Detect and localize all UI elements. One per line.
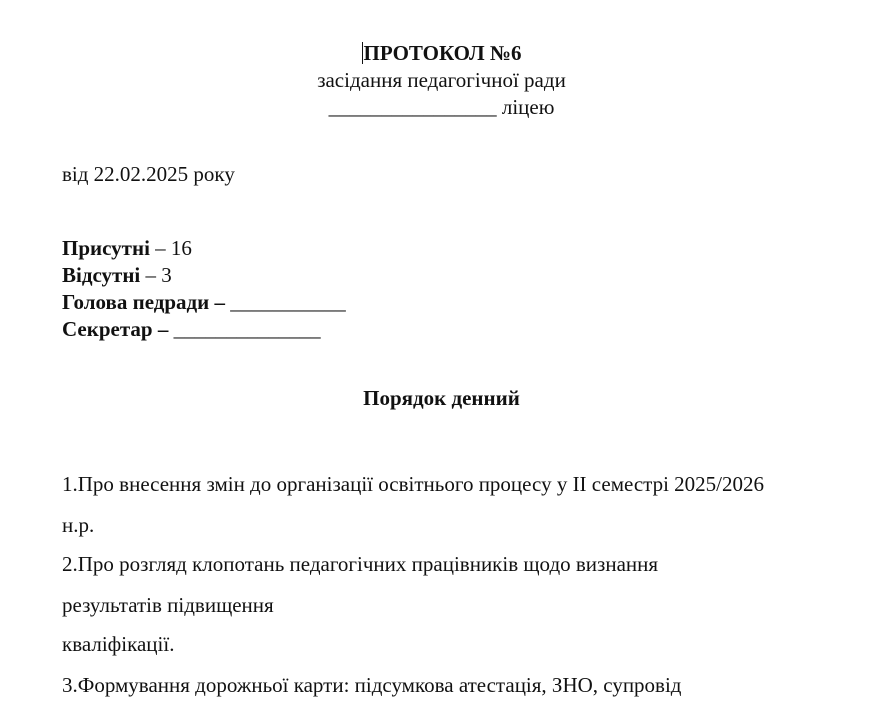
secretary-label: Секретар – xyxy=(62,317,169,341)
present-label: Присутні xyxy=(62,236,150,260)
protocol-title: ПРОТОКОЛ №6 xyxy=(363,41,522,65)
school-name-line: ________________ ліцею xyxy=(328,95,555,119)
agenda-line: кваліфікації. xyxy=(62,632,175,656)
absent-value: – 3 xyxy=(140,263,172,287)
agenda-line: н.р. xyxy=(62,513,95,537)
agenda-line: 2.Про розгляд клопотань педагогічних працівників щодо визнання xyxy=(62,552,659,576)
secretary-value: ______________ xyxy=(168,317,321,341)
present-value: – 16 xyxy=(149,236,192,260)
agenda-heading: Порядок денний xyxy=(363,386,520,410)
agenda-line: результатів підвищення xyxy=(62,593,274,617)
secretary-line xyxy=(62,317,321,341)
chair-value: ___________ xyxy=(225,290,346,314)
chair-label: Голова педради – xyxy=(62,290,226,314)
absent-count xyxy=(62,263,172,287)
agenda-line: 1.Про внесення змін до організації освітнього процесу у ІІ семестрі 2025/2026 xyxy=(62,472,765,496)
present-count xyxy=(62,236,192,260)
protocol-date: від 22.02.2025 року xyxy=(62,162,235,186)
protocol-subtitle: засідання педагогічної ради xyxy=(317,68,566,92)
text-cursor xyxy=(362,42,363,64)
absent-label: Відсутні xyxy=(62,263,141,287)
chair-line xyxy=(62,290,346,314)
agenda-line: 3.Формування дорожньої карти: підсумкова атестація, ЗНО, супровід xyxy=(62,673,682,697)
